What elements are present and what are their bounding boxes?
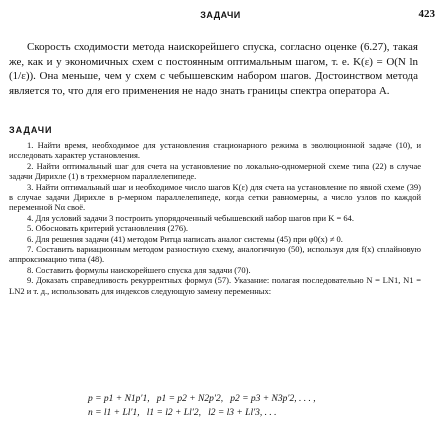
running-title: ЗАДАЧИ (200, 10, 241, 20)
problem-item: 3. Найти оптимальный шаг и необходимое число шагов K(ε) для счета на установление по явной схеме (39) в случае задачи Дирихле в p-мерном параллелепипеде, когда сетки равномерны, а число узлов по каждой переменной Nα своё. (9, 181, 421, 213)
problem-item: 6. Для решения задачи (41) методом Ритца написать аналог системы (45) при φ0(x) ≠ 0. (27, 233, 343, 244)
problem-item: 9. Доказать справедливость рекуррентных формул (57). Указание: полагая последовательно N = LN1, N1 = LN2 и т. д., использовать для индексов следующую замену переменных: (9, 275, 421, 296)
problem-item: 1. Найти время, необходимое для установления стационарного режима в эволюционной задаче (10), и исследовать характер установления. (9, 140, 421, 161)
problem-item: 8. Составить формулы наискорейшего спуска для задачи (70). (27, 264, 251, 275)
intro-paragraph: Скорость сходимости метода наискорейшего спуска, согласно оценке (6.27), такая же, как и у экономичных схем с постоянным оптимальным шагом, т. е. K(ε) = O(N ln (1/ε)). Она меньше, чем у схем с чебышевским набором шагов. Достоинством метода является то, что для его применения не надо знать границы спектра оператора A. (9, 41, 418, 97)
section-title: ЗАДАЧИ (9, 125, 53, 135)
page-number: 423 (418, 8, 435, 20)
problem-item: 7. Составить вариационным методом разностную схему, аналогичную (50), используя для f(x) сплайновую аппроксимацию типа (48). (9, 244, 421, 265)
problem-item: 5. Обосновать критерий установления (276). (27, 223, 189, 234)
formula-line-1: p = p1 + N1p′1, p1 = p2 + N2p′2, p2 = p3 + N3p′2, . . . , (88, 394, 316, 404)
problem-list (9, 140, 421, 296)
formula-line-2: n = l1 + Ll′1, l1 = l2 + Ll′2, l2 = l3 + Ll′3, . . . (88, 408, 277, 418)
problem-item: 4. Для условий задачи 3 построить упорядоченный чебышевский набор шагов при K = 64. (27, 212, 355, 223)
problem-item: 2. Найти оптимальный шаг для счета на установление по локально-одномерной схеме типа (22) в случае задачи Дирихле (1) в трехмерном параллелепипеде. (9, 160, 421, 182)
